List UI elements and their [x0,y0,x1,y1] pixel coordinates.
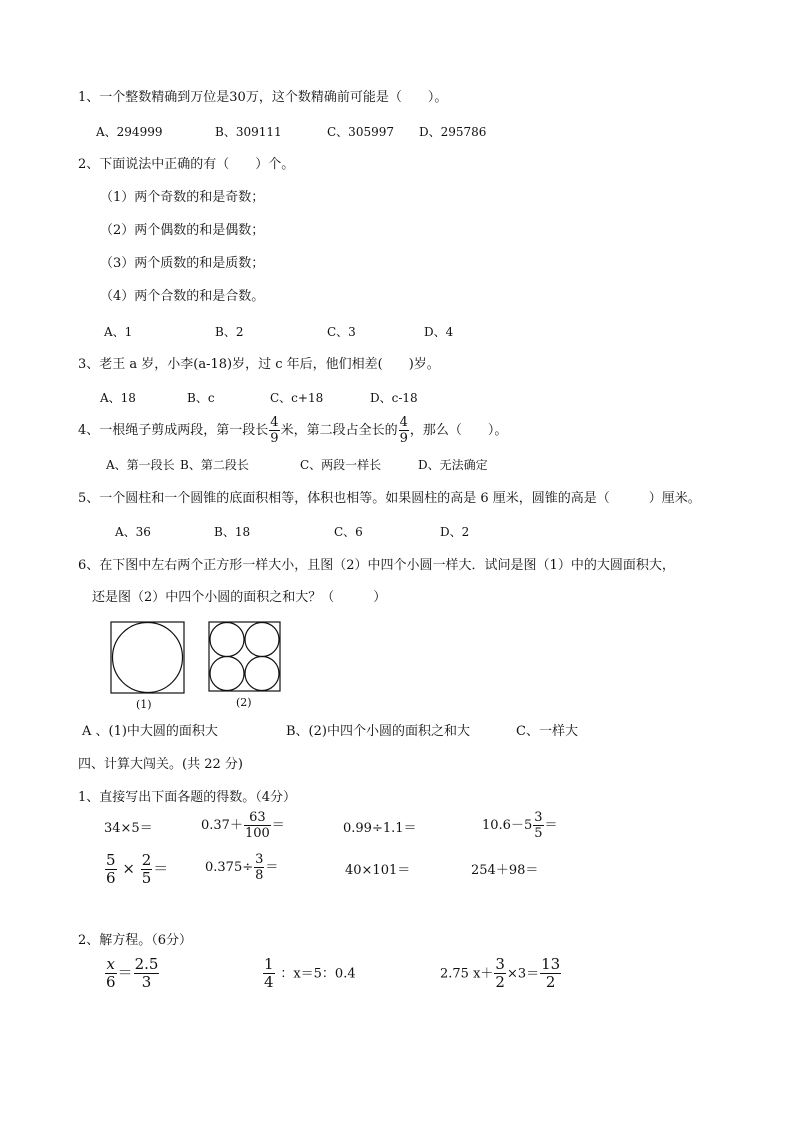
q1-option-a: A、294999 [96,125,163,139]
q2-stem: 2、下面说法中正确的有（ ）个。 [78,157,295,172]
equation-2: $\frac{1}{4}$ ：x＝5：0.4 [264,955,356,991]
calc-item-1: 34×5＝ [104,821,153,836]
q1-option-c: C、305997 [327,125,394,139]
calc-item-2: 0.37＋ $\frac{63}{100}$ ＝ [201,810,285,841]
q5-stem: 5、一个圆柱和一个圆锥的底面积相等，体积也相等。如果圆柱的高是 6 厘米，圆锥的高是（ ）厘米。 [78,491,701,506]
q4-part2: 米，第二段占全长的 [280,423,398,438]
section4-part2-title: 2、解方程。（6分） [78,933,193,948]
q2-statement-3: （3）两个质数的和是质数； [100,256,265,271]
q4-option-c: C、两段一样长 [300,458,382,472]
calc-item-5: $\frac{5}{6}$ × $\frac{2}{5}$ ＝ [106,851,169,887]
q5-option-b: B、18 [214,525,251,539]
calc-item-3: 0.99÷1.1＝ [343,821,417,836]
fig1-square [111,622,184,693]
fig2-small-circle [210,623,244,657]
fig2-small-circle [245,623,279,657]
q4-part1: 4、一根绳子剪成两段，第一段长 [78,423,269,438]
q6-option-c: C、一样大 [516,724,578,739]
q1-option-b: B、309111 [215,125,282,139]
q6-figure-2 [208,621,282,693]
q2-option-d: D、4 [424,325,454,339]
q3-option-a: A、18 [100,391,136,405]
q5-option-c: C、6 [334,525,363,539]
calc-item-4: 10.6－5 $\frac{3}{5}$ ＝ [482,810,558,841]
q4-part3: ，那么（ ）。 [409,423,508,438]
fig1-large-circle [113,623,183,693]
q4-option-b: B、第二段长 [180,458,249,472]
q1-stem: 1、一个整数精确到万位是30万，这个数精确前可能是（ ）。 [78,90,448,105]
q2-statement-4: （4）两个合数的和是合数。 [100,289,265,304]
q6-figure-1 [110,621,186,695]
fig2-square [209,622,280,691]
calc-item-8: 254＋98＝ [471,863,539,878]
q2-statement-1: （1）两个奇数的和是奇数； [100,190,265,205]
q4-stem [78,411,507,451]
q1-option-d: D、295786 [419,125,487,139]
q6-figure-2-label: (2) [236,696,252,709]
calc-item-6: 0.375÷ $\frac{3}{8}$ ＝ [205,852,279,883]
section4-title: 四、计算大闯关。(共 22 分) [78,757,243,772]
q6-option-b: B、(2)中四个小圆的面积之和大 [286,724,470,739]
q2-option-b: B、2 [215,325,244,339]
q3-option-c: C、c+18 [270,391,324,405]
q2-statement-2: （2）两个偶数的和是偶数； [100,223,265,238]
q4-fraction-2: $\frac{4}{9}$ [399,415,408,446]
q3-option-d: D、c-18 [370,391,418,405]
equation-1: $\frac{x}{6}$ ＝ $\frac{2.5}{3}$ [106,955,159,991]
q3-option-b: B、c [187,391,215,405]
q6-stem-line1: 6、在下图中左右两个正方形一样大小，且图（2）中四个小圆一样大．试问是图（1）中的大圆面积大， [78,558,675,573]
q2-option-c: C、3 [327,325,356,339]
q6-figure-1-label: (1) [136,698,152,711]
fig2-small-circle [245,657,279,691]
q6-stem-line2: 还是图（2）中四个小圆的面积之和大？（ ） [92,590,387,605]
q2-option-a: A、1 [104,325,133,339]
section4-part1-title: 1、直接写出下面各题的得数。（4分） [78,790,297,805]
fig2-small-circle [210,657,244,691]
q5-option-a: A、36 [115,525,151,539]
q4-option-d: D、无法确定 [418,458,488,472]
q6-option-a: A 、(1)中大圆的面积大 [82,724,218,739]
q3-stem: 3、老王 a 岁，小李(a-18)岁，过 c 年后，他们相差( )岁。 [78,357,440,372]
q4-option-a: A、第一段长 [106,458,175,472]
calc-item-7: 40×101＝ [345,863,411,878]
q5-option-d: D、2 [440,525,470,539]
q4-fraction-1: $\frac{4}{9}$ [270,415,279,446]
equation-3: 2.75 x＋ $\frac{3}{2}$ ×3＝ $\frac{13}{2}$ [440,955,561,991]
